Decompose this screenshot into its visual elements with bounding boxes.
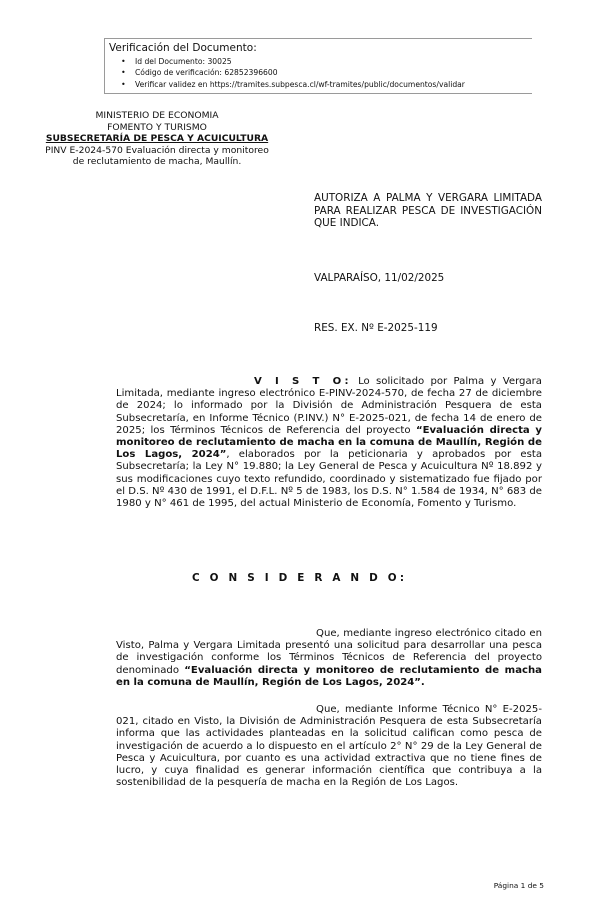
verification-list	[109, 56, 532, 90]
p1-project-title: “Evaluación directa y monitoreo de reclutamiento de macha en la comuna de Maullín, Región de Los Lagos, 2024”.	[116, 664, 542, 688]
p2-text: Que, mediante Informe Técnico N° E-2025-021, citado en Visto, la División de Administración Pesquera de esta Subsecretaría informa que las actividades planteadas en la solicitud califican como pesca de investigación de acuerdo a lo dispuesto en el artículo 2° N° 29 de la Ley General de Pesca y Acuicultura, por cuanto es una actividad extractiva que no tiene fines de lucro, y cuya finalidad es generar información científica que contribuya a la sostenibilidad de la pesquería de macha en la Región de Los Lagos.	[116, 704, 542, 789]
considerando-paragraph-1	[116, 628, 542, 689]
visto-paragraph	[116, 376, 542, 510]
place-and-date: VALPARAÍSO, 11/02/2025	[314, 272, 445, 284]
considerando-heading: C O N S I D E R A N D O:	[192, 572, 408, 584]
verification-link[interactable]: • Verificar validez en https://tramites.subpesca.cl/wf-tramites/public/documentos/validar	[109, 79, 532, 90]
verification-code: • Código de verificación: 62852396600	[109, 67, 532, 78]
file-reference-cont: de reclutamiento de macha, Maullín.	[72, 156, 242, 167]
visto-text-b: , elaborados por la peticionaria y aprobados por esta Subsecretaría; la Ley N° 19.880; la Ley General de Pesca y Acuicultura Nº 18.892 y sus modificaciones cuyo texto refundido, coordinado y sistematizado fue fijado por el D.S. Nº 430 de 1991, el D.F.L. Nº 5 de 1983, los D.S. N° 1.584 de 1934, N° 683 de 1980 y N° 461 de 1995, del actual Ministerio de Economía, Fomento y Turismo.	[116, 449, 542, 510]
ministry-name: MINISTERIO DE ECONOMIA	[95, 110, 219, 121]
resolution-number: RES. EX. Nº E-2025-119	[314, 322, 438, 334]
resolution-subject: AUTORIZA A PALMA Y VERGARA LIMITADA PARA REALIZAR PESCA DE INVESTIGACIÓN QUE INDICA.	[314, 192, 542, 229]
visto-text-a: Lo solicitado por Palma y Vergara Limitada, mediante ingreso electrónico E-PINV-2024-570, de fecha 27 de diciembre de 2024; lo informado por la División de Administración Pesquera de esta Subsecretaría, en Informe Técnico (P.INV.) N° E-2025-021, de fecha 14 de enero de 2025; los Términos Técnicos de Referencia del proyecto	[116, 376, 542, 436]
visto-heading: V I S T O:	[254, 376, 352, 387]
ministry-header	[32, 110, 282, 168]
verification-title: Verificación del Documento:	[109, 42, 257, 54]
considerando-paragraph-2	[116, 704, 542, 789]
subsecretaria-name: SUBSECRETARÍA DE PESCA Y ACUICULTURA	[45, 133, 269, 144]
file-reference: PINV E-2024-570 Evaluación directa y monitoreo	[45, 144, 269, 156]
visto-project-title: “Evaluación directa y monitoreo de reclutamiento de macha en la comuna de Maullín, Región de Los Lagos, 2024”	[116, 424, 542, 461]
verification-box	[104, 38, 532, 94]
p1-text-a: Que, mediante ingreso electrónico citado en Visto, Palma y Vergara Limitada presentó una solicitud para desarrollar una pesca de investigación conforme los Términos Técnicos de Referencia del proyecto denominado	[116, 628, 542, 676]
ministry-area: FOMENTO Y TURISMO	[107, 121, 207, 133]
verification-document-id: • Id del Documento: 30025	[109, 56, 532, 67]
page-number: Página 1 de 5	[493, 881, 544, 890]
